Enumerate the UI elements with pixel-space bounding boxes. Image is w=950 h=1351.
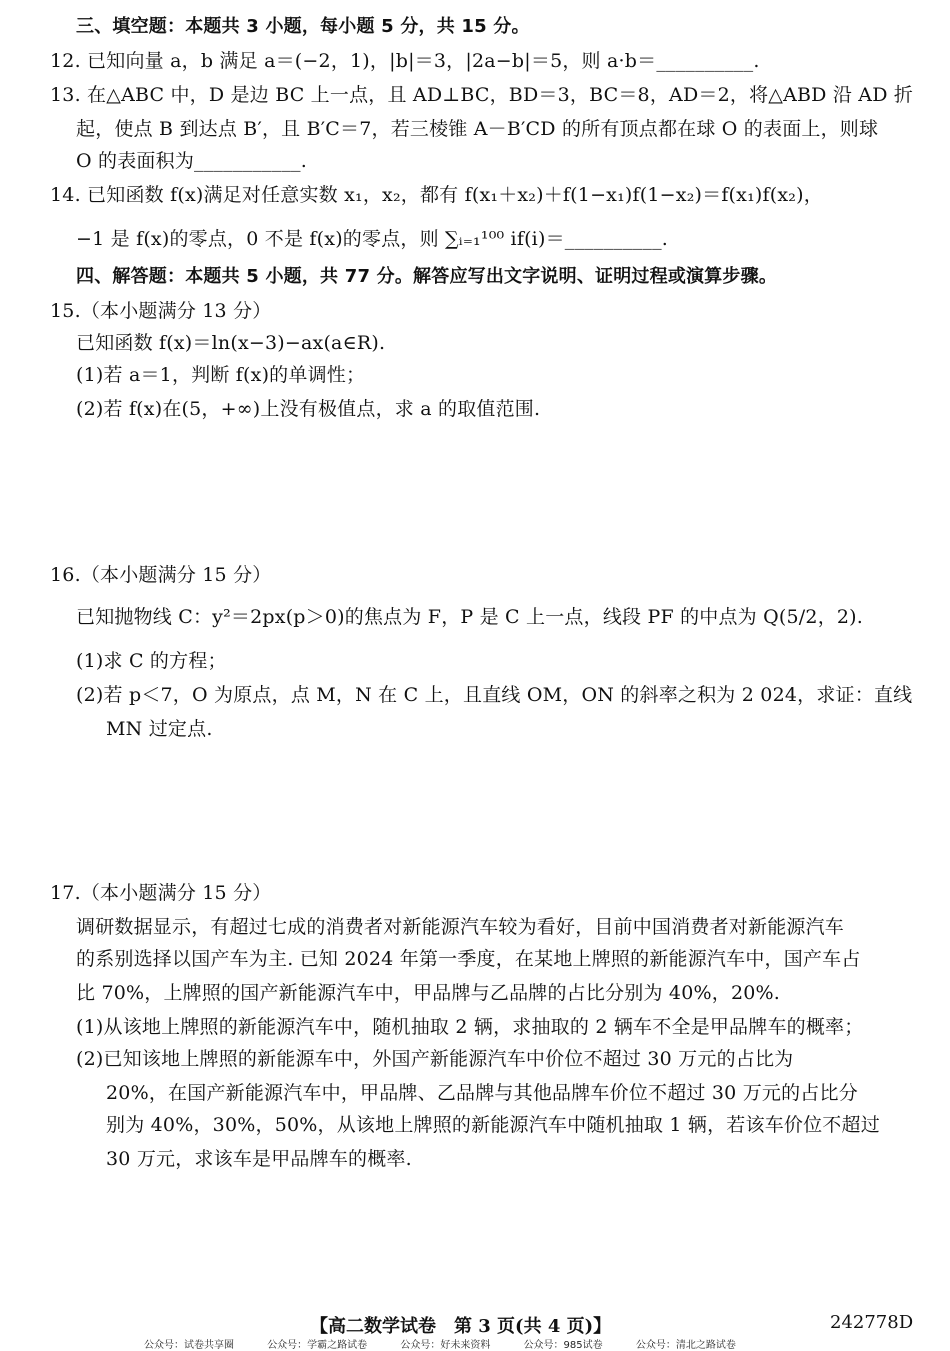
question-12: 12. 已知向量 a，b 满足 a＝(−2，1)，|b|＝3，|2a−b|＝5，则 a·b＝__________. xyxy=(50,50,760,72)
question-15-part-2: (2)若 f(x)在(5，+∞)上没有极值点，求 a 的取值范围. xyxy=(76,398,541,420)
credit-4: 公众号：985试卷 xyxy=(523,1340,603,1351)
footer-code: 242778D xyxy=(830,1312,914,1333)
question-16-part-2-line-1: (2)若 p＜7，O 为原点，点 M，N 在 C 上，且直线 OM，ON 的斜率之积为 2 024，求证：直线 xyxy=(76,684,913,706)
question-16-part-1: (1)求 C 的方程； xyxy=(76,650,227,672)
credit-1: 公众号：试卷共享圈 xyxy=(144,1340,234,1351)
section-fill-in-heading: 三、填空题：本题共 3 小题，每小题 5 分，共 15 分。 xyxy=(76,16,530,37)
credit-5: 公众号：清北之路试卷 xyxy=(635,1340,736,1351)
question-17-part-2-line-4: 30 万元，求该车是甲品牌车的概率. xyxy=(106,1148,412,1170)
credit-2: 公众号：学霸之路试卷 xyxy=(267,1340,368,1351)
section-answer-heading: 四、解答题：本题共 5 小题，共 77 分。解答应写出文字说明、证明过程或演算步骤。 xyxy=(76,266,778,287)
question-16-part-2-line-2: MN 过定点. xyxy=(106,718,213,740)
footer-credits xyxy=(144,1336,766,1351)
question-17-part-2-line-1: (2)已知该地上牌照的新能源车中，外国产新能源汽车中价位不超过 30 万元的占比为 xyxy=(76,1048,794,1070)
question-14-line-2: −1 是 f(x)的零点，0 不是 f(x)的零点，则 ∑ᵢ₌₁¹⁰⁰ if(i)＝__________. xyxy=(76,228,669,250)
question-17-part-2-line-3: 别为 40%，30%，50%，从该地上牌照的新能源汽车中随机抽取 1 辆，若该车价位不超过 xyxy=(106,1114,880,1136)
question-16-header: 16.（本小题满分 15 分） xyxy=(50,564,272,586)
question-15-header: 15.（本小题满分 13 分） xyxy=(50,300,272,322)
question-14-line-1: 14. 已知函数 f(x)满足对任意实数 x₁，x₂，都有 f(x₁＋x₂)＋f(1−x₁)f(1−x₂)＝f(x₁)f(x₂)， xyxy=(50,184,823,206)
question-13-line-1: 13. 在△ABC 中，D 是边 BC 上一点，且 AD⊥BC，BD＝3，BC＝8，AD＝2，将△ABD 沿 AD 折 xyxy=(50,84,914,106)
question-17-stem-line-2: 的系别选择以国产车为主. 已知 2024 年第一季度，在某地上牌照的新能源汽车中，国产车占 xyxy=(76,948,861,970)
question-17-header: 17.（本小题满分 15 分） xyxy=(50,882,272,904)
question-17-part-1: (1)从该地上牌照的新能源汽车中，随机抽取 2 辆，求抽取的 2 辆车不全是甲品牌车的概率； xyxy=(76,1016,864,1038)
credit-3: 公众号：好未来资料 xyxy=(400,1340,491,1351)
question-13-line-2: 起，使点 B 到达点 B′，且 B′C＝7，若三棱锥 A－B′CD 的所有顶点都在球 O 的表面上，则球 xyxy=(76,118,879,140)
question-16-stem: 已知抛物线 C：y²＝2px(p＞0)的焦点为 F，P 是 C 上一点，线段 PF 的中点为 Q(5/2，2). xyxy=(76,606,864,628)
question-15-stem: 已知函数 f(x)＝ln(x−3)−ax(a∈R). xyxy=(76,332,386,354)
question-17-stem-line-1: 调研数据显示，有超过七成的消费者对新能源汽车较为看好，目前中国消费者对新能源汽车 xyxy=(76,916,845,938)
question-17-stem-line-3: 比 70%，上牌照的国产新能源汽车中，甲品牌与乙品牌的占比分别为 40%，20%. xyxy=(76,982,781,1004)
footer-title: 【高二数学试卷 第 3 页(共 4 页)】 xyxy=(310,1316,612,1337)
question-13-line-3: O 的表面积为___________. xyxy=(76,150,307,172)
question-15-part-1: (1)若 a＝1，判断 f(x)的单调性； xyxy=(76,364,366,386)
question-17-part-2-line-2: 20%，在国产新能源汽车中，甲品牌、乙品牌与其他品牌车价位不超过 30 万元的占比分 xyxy=(106,1082,858,1104)
